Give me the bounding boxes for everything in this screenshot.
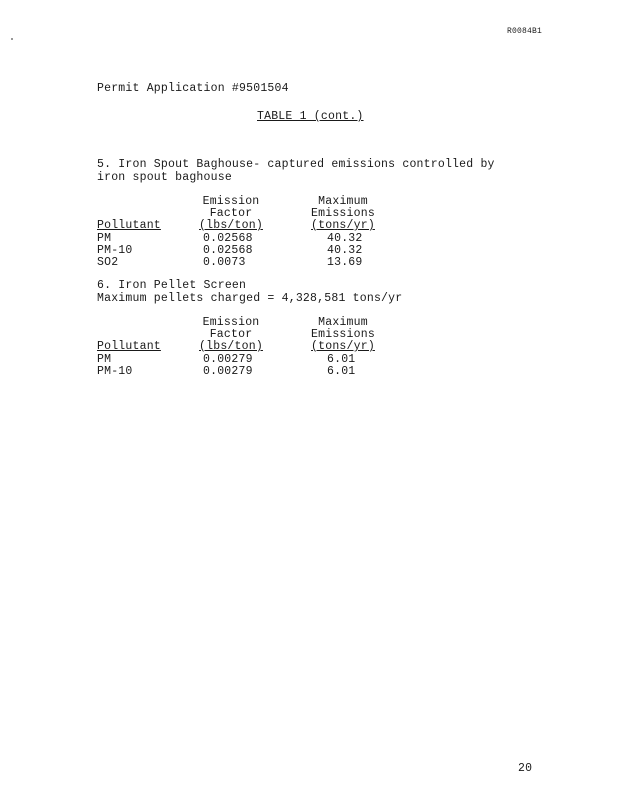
table-row-max: 40.32: [327, 232, 363, 245]
scan-speck: [11, 38, 13, 40]
table-row-pollutant: PM: [97, 232, 112, 245]
section-6-factor-header-1: Emission: [202, 316, 260, 329]
section-5-factor-header-2: Factor: [209, 207, 253, 220]
table-row-factor: 0.0073: [203, 256, 246, 269]
section-6-title-line-2: Maximum pellets charged = 4,328,581 tons/yr: [97, 292, 403, 305]
table-row-pollutant: PM-10: [97, 365, 133, 378]
table-row-factor: 0.02568: [203, 232, 253, 245]
section-6-factor-header-3: (lbs/ton): [199, 340, 263, 353]
section-6-max-header-1: Maximum: [318, 316, 368, 329]
section-5-title-line-1: 5. Iron Spout Baghouse- captured emissions controlled by: [97, 158, 495, 171]
table-row-max: 13.69: [327, 256, 363, 269]
table-row-max: 6.01: [327, 353, 356, 366]
section-5-factor-header-3: (lbs/ton): [199, 219, 263, 232]
table-row-pollutant: PM: [97, 353, 112, 366]
table-row-factor: 0.00279: [203, 353, 253, 366]
section-6-factor-header-2: Factor: [209, 328, 253, 341]
section-6-max-header-2: Emissions: [311, 328, 375, 341]
section-5-max-header-1: Maximum: [318, 195, 368, 208]
section-5-max-header-3: (tons/yr): [311, 219, 375, 232]
section-6-pollutant-header: Pollutant: [97, 340, 161, 353]
table-row-pollutant: PM-10: [97, 244, 133, 257]
permit-line: Permit Application #9501504: [97, 82, 289, 95]
section-5-title-line-2: iron spout baghouse: [97, 171, 232, 184]
table-row-pollutant: SO2: [97, 256, 119, 269]
section-5-max-header-2: Emissions: [311, 207, 375, 220]
table-row-factor: 0.00279: [203, 365, 253, 378]
section-6-max-header-3: (tons/yr): [311, 340, 375, 353]
table-row-factor: 0.02568: [203, 244, 253, 257]
section-6-title-line-1: 6. Iron Pellet Screen: [97, 279, 247, 292]
page-number: 20: [518, 762, 533, 775]
section-5-factor-header-1: Emission: [202, 195, 260, 208]
table-row-max: 6.01: [327, 365, 356, 378]
section-5-pollutant-header: Pollutant: [97, 219, 161, 232]
table-title: TABLE 1 (cont.): [257, 110, 364, 123]
table-row-max: 40.32: [327, 244, 363, 257]
document-id: R0084B1: [507, 27, 543, 36]
